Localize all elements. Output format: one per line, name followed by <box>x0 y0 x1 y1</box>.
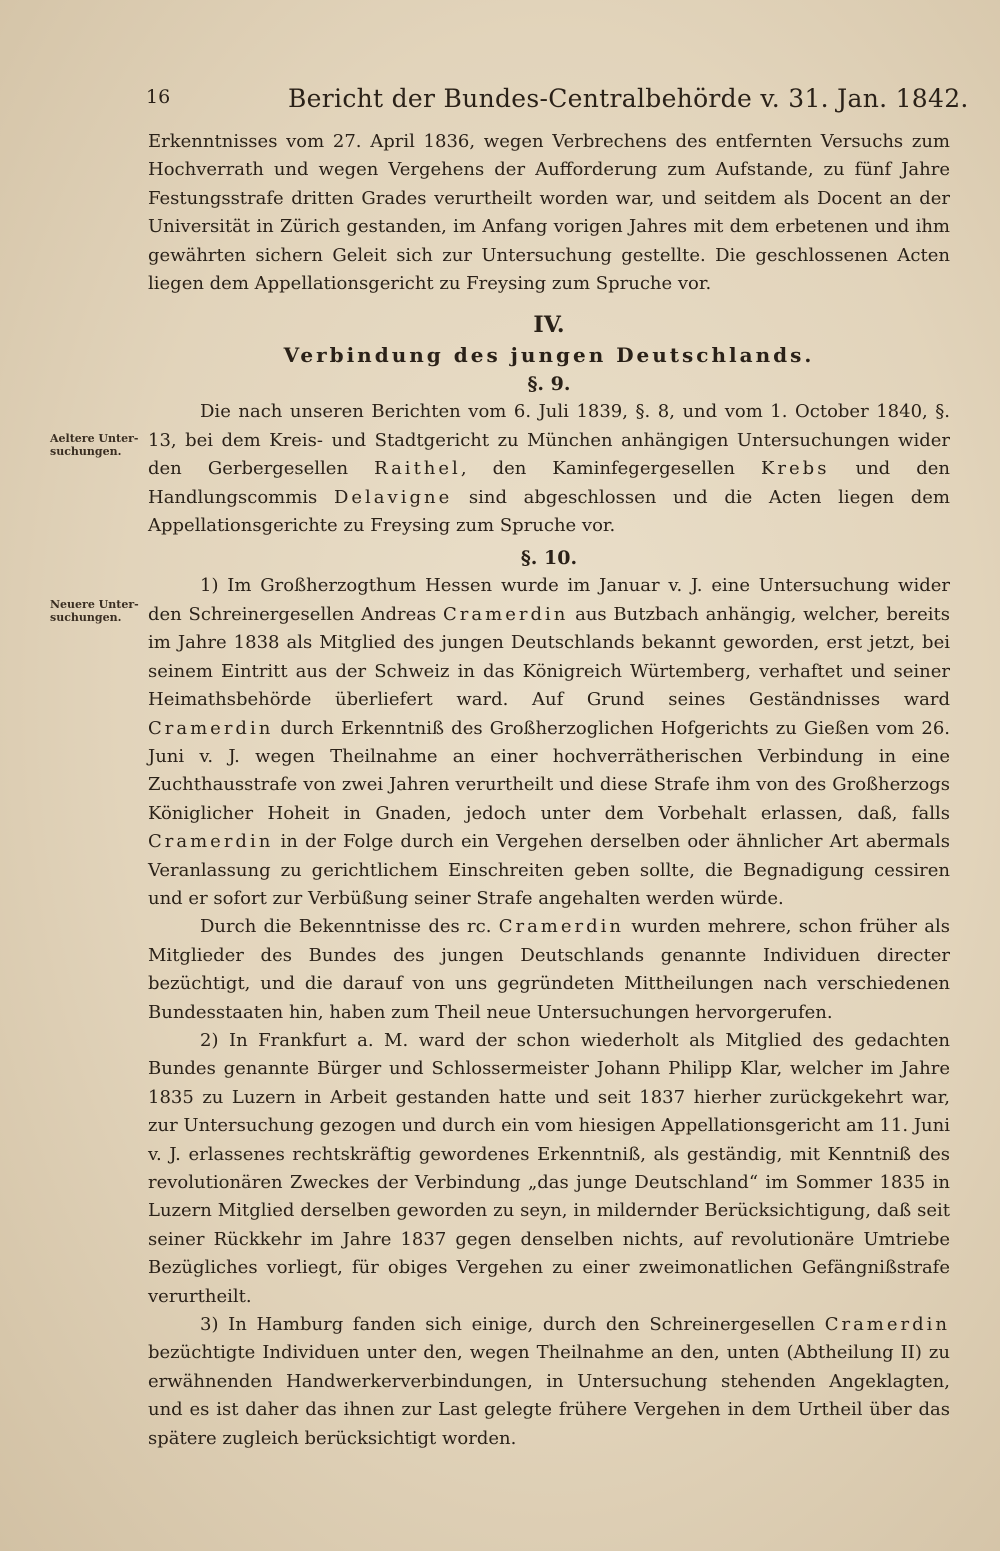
margin-note-line: suchungen. <box>50 445 122 458</box>
text-run: 3) In Hamburg fanden sich einige, durch den Schreinergesellen <box>200 1314 825 1336</box>
main-text-column <box>148 128 950 1453</box>
paragraph-10-confessions <box>148 913 950 1027</box>
paragraph-10-item-1 <box>148 572 950 913</box>
text-run: aus Butzbach anhängig, welcher, bereits im Jahre 1838 als Mitglied des jungen Deutschlands bekannt geworden, erst jetzt, bei seinem Eintritt aus der Schweiz in das Königreich Würtemberg, verhaftet und seiner Heimathsbehörde überliefert ward. Auf Grund seines Geständnisses ward <box>148 603 950 711</box>
paragraph-mark-9: §. 9. <box>527 373 571 396</box>
margin-note-line: Neuere Unter- <box>50 598 139 611</box>
text-run: durch Erkenntniß des Großherzoglichen Hofgerichts zu Gießen vom 26. Juni v. J. wegen Theilnahme an einer hochverrätherischen Verbindung in eine Zuchthausstrafe von zwei Jahren verurtheilt und diese Strafe ihm von des Großherzogs Königlicher Hoheit in Gnaden, jedoch unter dem Vorbehalt erlassen, daß, falls <box>148 717 950 824</box>
section-numeral: IV. <box>533 312 565 339</box>
margin-note-line: suchungen. <box>50 611 122 624</box>
running-head <box>146 84 969 120</box>
intro-paragraph: Erkenntnisses vom 27. April 1836, wegen Verbrechens des entfernten Versuchs zum Hochverrath und wegen Vergehens der Aufforderung zum Aufstande, zu fünf Jahre Festungsstrafe dritten Grades verurtheilt worden war, und seitdem als Docent an der Universität in Zürich gestanden, im Anfang vorigen Jahres mit dem erbetenen und ihm gewährten sichern Geleit sich zur Untersuchung gestellte. Die geschlossenen Acten liegen dem Appellationsgericht zu Freysing zum Spruche vor. <box>148 131 950 295</box>
section-heading: Verbindung des jungen Deutschlands. <box>283 343 815 368</box>
paragraph-10-item-2: 2) In Frankfurt a. M. ward der schon wiederholt als Mitglied des gedachten Bundes genannte Bürger und Schlossermeister Johann Philipp Klar, welcher im Jahre 1835 zu Luzern in Arbeit gestanden hatte und seit 1837 hierher zurückgekehrt war, zur Untersuchung gezogen und durch ein vom hiesigen Appellationsgericht am 11. Juni v. J. erlassenes rechtskräftig gewordenes Erkenntniß, als geständig, mit Kenntniß des revolutionären Zweckes der Verbindung „das junge Deutschland“ im Sommer 1835 in Luzern Mitglied derselben geworden zu seyn, in mildernder Berücksichtigung, daß seit seiner Rückkehr im Jahre 1837 gegen denselben nichts, auf revolutionäre Umtriebe Bezügliches vorliegt, für obiges Vergehen zu einer zweimonatlichen Gefängnißstrafe verurtheilt. <box>148 1029 950 1307</box>
running-title: Bericht der Bundes-Centralbehörde v. 31. Jan. 1842. <box>288 84 969 113</box>
person-name: Cramerdin <box>148 717 274 739</box>
margin-note-newer-investigations <box>50 598 142 624</box>
person-name: Krebs <box>760 458 830 480</box>
person-name: Cramerdin <box>148 831 274 853</box>
paragraph-9-text <box>148 398 950 540</box>
text-run: Die nach unseren Berichten vom 6. Juli 1839, §. 8, und vom 1. October 1840, §. 13, bei dem Kreis- und Stadtgericht zu München anhängigen Untersuchungen wider den Gerbergesellen <box>148 401 950 480</box>
text-run: wurden mehrere, schon früher als Mitglieder des Bundes des jungen Deutschlands genannte Individuen directer bezüchtigt, und die darauf von uns gegründeten Mittheilungen nach verschiedenen Bundesstaaten hin, haben zum Theil neue Untersuchungen hervorgerufen. <box>148 916 950 1023</box>
person-name: Delavigne <box>333 486 453 508</box>
text-run: bezüchtigte Individuen unter den, wegen Theilnahme an den, unten (Abtheilung II) zu erwähnenden Handwerkerverbindungen, in Untersuchung stehenden Angeklagten, und es ist daher das ihnen zur Last gelegte frühere Vergehen in dem Urtheil über das spätere zugleich berücksichtigt worden. <box>148 1342 950 1449</box>
person-name: Raithel <box>374 458 461 480</box>
text-run: und den Handlungscommis <box>148 458 951 508</box>
text-run: sind abgeschlossen und die Acten liegen dem Appellationsgerichte zu Freysing zum Spruche vor. <box>148 486 950 537</box>
page-number: 16 <box>146 86 171 108</box>
text-run: in der Folge durch ein Vergehen derselben oder ähnlicher Art abermals Veranlassung zu gerichtlichem Einschreiten geben sollte, die Begnadigung cessiren und er sofort zur Verbüßung seiner Strafe angehalten werden würde. <box>148 831 950 909</box>
person-name: Cramerdin <box>443 603 569 625</box>
person-name: Cramerdin <box>498 916 624 938</box>
person-name: Cramerdin <box>824 1314 950 1336</box>
margin-note-line: Aeltere Unter- <box>50 432 139 445</box>
paragraph-10-item-3 <box>148 1311 950 1453</box>
margin-note-older-investigations <box>50 432 142 458</box>
paragraph-mark-10: §. 10. <box>520 547 578 570</box>
text-run: , den Kaminfegergesellen <box>460 458 761 480</box>
text-run: 1) Im Großherzogthum Hessen wurde im Januar v. J. eine Untersuchung wider den Schreinergesellen Andreas <box>148 575 950 625</box>
text-run: Durch die Bekenntnisse des rc. <box>200 916 499 938</box>
